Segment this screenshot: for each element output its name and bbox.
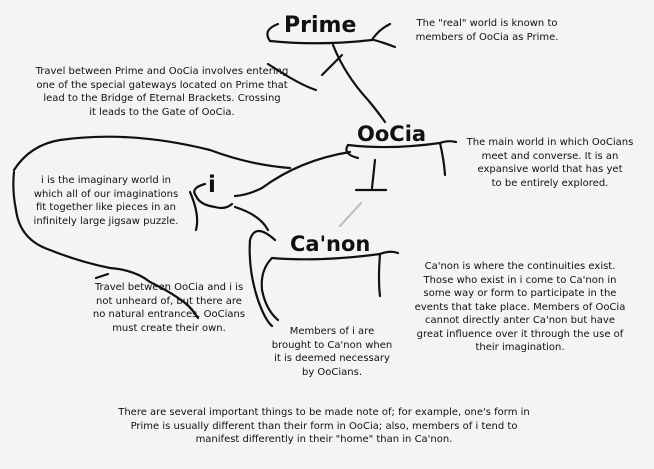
prime-bracket [267,24,278,41]
oocia-canon-link [372,160,375,188]
note-i-desc: i is the imaginary world in which all of our imaginations fit together like pieces in an infinitely large jigsaw puzzle. [33,175,179,227]
prime-to-desc-connector [372,24,395,47]
note-footer: There are several important things to be made note of; for example, one's form in Prime is usually different than their form in OoCia; also, members of i tend to manifest differently in their "home" than in Ca'non. [118,407,530,445]
i-canon-grey-link [340,203,361,226]
note-oocia-desc: The main world in which OoCians meet and converse. It is an expansive world that has yet to be entirely explored. [466,137,634,189]
note-travel-oocia-i: Travel between OoCia and i is not unheard of, but there are no natural entrances. OoCians must create their own. [92,282,246,334]
node-i: i [208,172,216,198]
node-oocia: OoCia [357,122,427,146]
canon-bracket [262,258,278,320]
prime-underline [270,40,372,43]
i-left-arc [14,137,290,170]
note-canon-desc: Ca'non is where the continuities exist. Those who exist in i come to Ca'non in some way or form to participate in the events that take place. Members of OoCia cannot directly anter Ca'non but have great influence over it through the use of their imagination. [414,261,626,353]
canon-to-desc-connector [379,252,398,296]
note-members-i: Members of i are brought to Ca'non when it is deemed necessary by OoCians. [271,326,393,378]
node-canon: Ca'non [290,232,371,256]
note-travel-prime-oocia: Travel between Prime and OoCia involves entering one of the special gateways located on Prime that lead to the Bridge of Eternal Brackets. Crossing it leads to the Gate of OoCia. [35,66,289,118]
travel-note-stub [96,274,108,278]
i-to-canon-link [235,207,268,230]
node-prime: Prime [284,13,357,38]
oocia-i-link [235,152,350,196]
bridge-crossbar [322,55,342,75]
note-prime-desc: The "real" world is known to members of OoCia as Prime. [415,18,559,43]
